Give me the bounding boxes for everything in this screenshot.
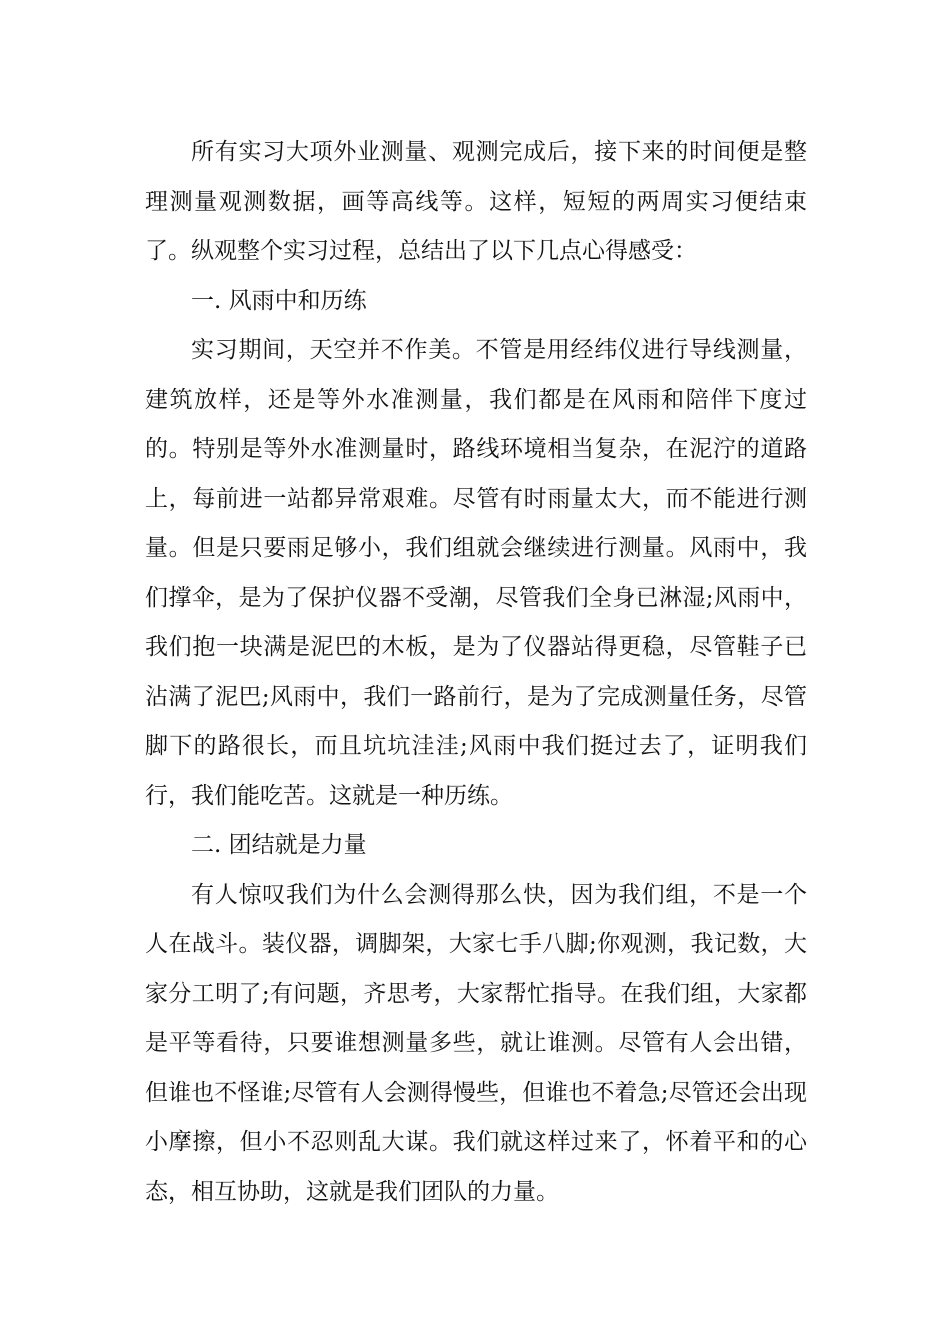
section-heading-2: 二. 团结就是力量 <box>191 832 367 858</box>
section-heading-1: 一. 风雨中和历练 <box>191 287 367 314</box>
intro-paragraph: 所有实习大项外业测量、观测完成后，接下来的时间便是整理测量观测数据，画等高线等。这样，短短的两周实习便结束了。纵观整个实习过程，总结出了以下几点心得感受： <box>145 139 807 264</box>
document-page <box>145 128 807 1217</box>
section-2-paragraph: 有人惊叹我们为什么会测得那么快，因为我们组，不是一个人在战斗。装仪器，调脚架，大家七手八脚;你观测，我记数，大家分工明了;有问题，齐思考，大家帮忙指导。在我们组，大家都是平等看待，只要谁想测量多些，就让谁测。尽管有人会出错，但谁也不怪谁;尽管有人会测得慢些，但谁也不着急;尽管还会出现小摩擦，但小不忍则乱大谋。我们就这样过来了，怀着平和的心态，相互协助，这就是我们团队的力量。 <box>145 881 807 1205</box>
section-1-paragraph: 实习期间，天空并不作美。不管是用经纬仪进行导线测量，建筑放样，还是等外水准测量，我们都是在风雨和陪伴下度过的。特别是等外水准测量时，路线环境相当复杂，在泥泞的道路上，每前进一站都异常艰难。尽管有时雨量太大，而不能进行测量。但是只要雨足够小，我们组就会继续进行测量。风雨中，我们撑伞，是为了保护仪器不受潮，尽管我们全身已淋湿;风雨中，我们抱一块满是泥巴的木板，是为了仪器站得更稳，尽管鞋子已沾满了泥巴;风雨中，我们一路前行，是为了完成测量任务，尽管脚下的路很长，而且坑坑洼洼;风雨中我们挺过去了，证明我们行，我们能吃苦。这就是一种历练。 <box>145 337 807 809</box>
